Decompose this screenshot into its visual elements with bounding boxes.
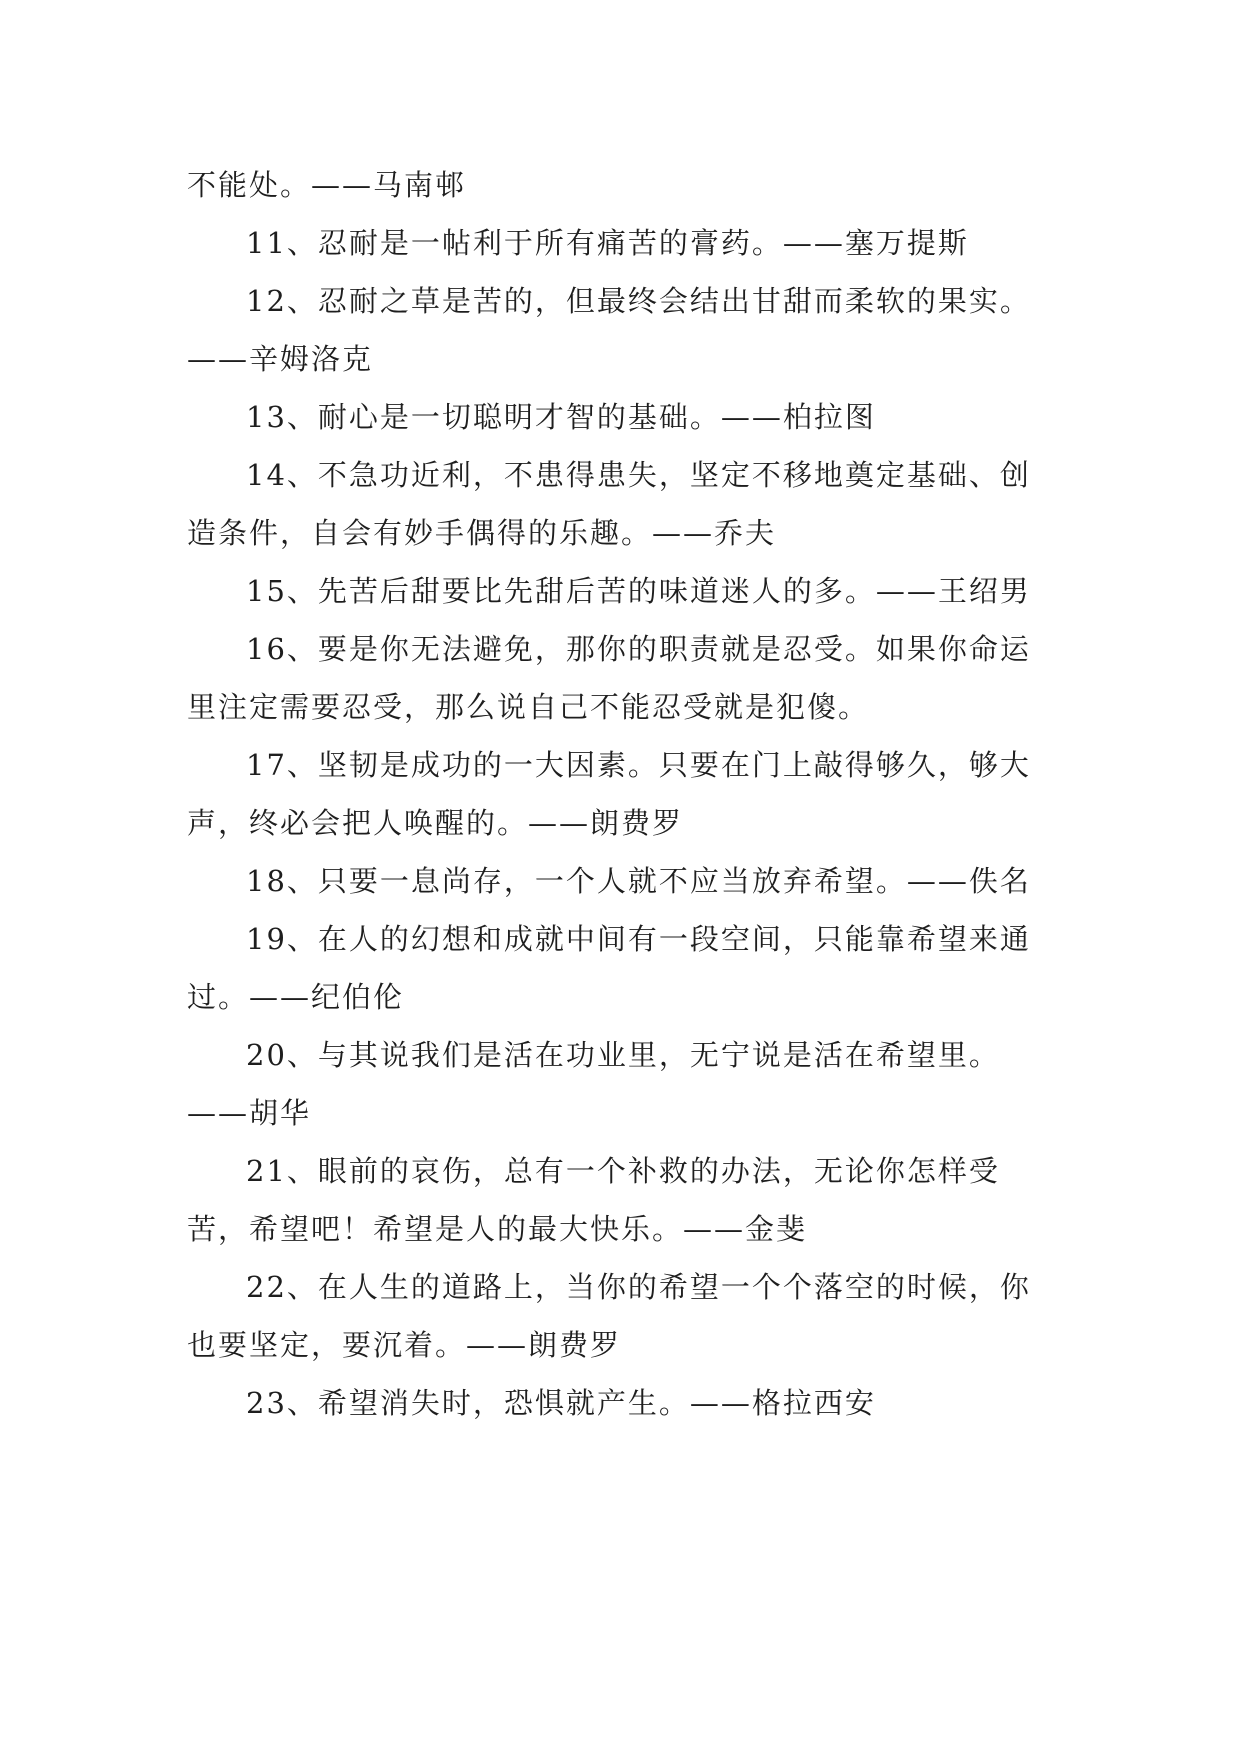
quote-15: 15、先苦后甜要比先甜后苦的味道迷人的多。——王绍男: [246, 574, 1031, 608]
quote-16: 16、要是你无法避免，那你的职责就是忍受。如果你命运里注定需要忍受，那么说自己不能忍受就是犯傻。: [187, 632, 1031, 724]
quote-12: 12、忍耐之草是苦的，但最终会结出甘甜而柔软的果实。——辛姆洛克: [187, 284, 1031, 376]
document-body: [187, 156, 1055, 1432]
quote-17: 17、坚韧是成功的一大因素。只要在门上敲得够久，够大声，终必会把人唤醒的。——朗费罗: [187, 748, 1031, 840]
quote-14: 14、不急功近利，不患得患失，坚定不移地奠定基础、创造条件，自会有妙手偶得的乐趣。——乔夫: [187, 458, 1031, 550]
quote-22: 22、在人生的道路上，当你的希望一个个落空的时候，你也要坚定，要沉着。——朗费罗: [187, 1270, 1031, 1362]
quote-19: 19、在人的幻想和成就中间有一段空间，只能靠希望来通过。——纪伯伦: [187, 922, 1031, 1014]
quote-11: 11、忍耐是一帖利于所有痛苦的膏药。——塞万提斯: [246, 226, 969, 260]
quote-23: 23、希望消失时，恐惧就产生。——格拉西安: [246, 1386, 876, 1420]
paragraph-continuation: 不能处。——马南邨: [187, 168, 467, 202]
quote-18: 18、只要一息尚存，一个人就不应当放弃希望。——佚名: [246, 864, 1031, 898]
quote-13: 13、耐心是一切聪明才智的基础。——柏拉图: [246, 400, 876, 434]
quote-21: 21、眼前的哀伤，总有一个补救的办法，无论你怎样受苦，希望吧！希望是人的最大快乐。——金斐: [187, 1154, 1000, 1246]
quote-20: 20、与其说我们是活在功业里，无宁说是活在希望里。——胡华: [187, 1038, 1000, 1130]
